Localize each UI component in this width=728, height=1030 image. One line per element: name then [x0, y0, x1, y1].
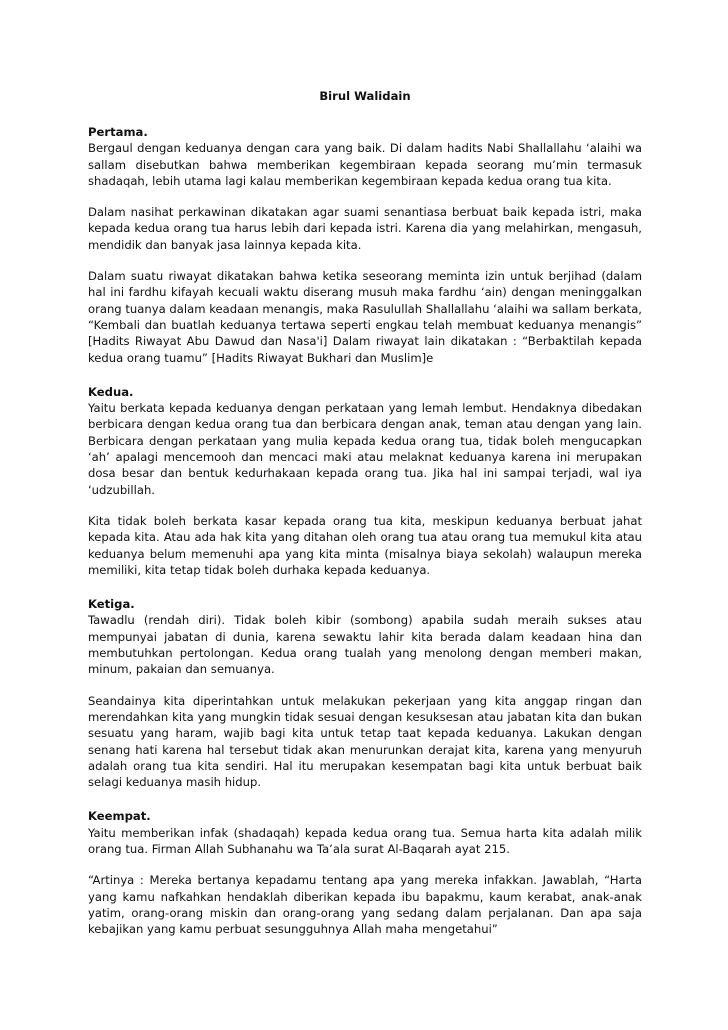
section-heading: Keempat.: [88, 809, 151, 824]
section-keempat: [88, 808, 642, 937]
section-kedua: [88, 384, 642, 578]
paragraph: Yaitu berkata kepada keduanya dengan perkataan yang lemah lembut. Hendaknya dibedakan berbicara dengan kedua orang tua dan berbicara dengan anak, teman atau dengan yang lain. Berbicara dengan perkataan yang mulia kepada kedua orang tua, tidak boleh mengucapkan ‘ah’ apalagi mencemooh dan mencaci maki atau melaknat keduanya karena ini merupakan dosa besar dan bentuk kedurhakaan kepada orang tua. Jika hal ini sampai terjadi, wal iya ‘udzubillah.: [88, 401, 642, 497]
paragraph: Kita tidak boleh berkata kasar kepada orang tua kita, meskipun keduanya berbuat jahat kepada kita. Atau ada hak kita yang ditahan oleh orang tua atau orang tua memukul kita atau keduanya belum memenuhi apa yang kita minta (misalnya biaya sekolah) walaupun mereka memiliki, kita tetap tidak boleh durhaka kepada keduanya.: [88, 513, 642, 577]
section-pertama: [88, 124, 642, 366]
section-heading: Pertama.: [88, 125, 148, 139]
section-ketiga: [88, 596, 642, 790]
document-title: Birul Walidain: [319, 89, 411, 103]
paragraph: Bergaul dengan keduanya dengan cara yang baik. Di dalam hadits Nabi Shallallahu ‘alaihi wa sallam disebutkan bahwa memberikan kegembiraan kepada seorang mu’min termasuk shadaqah, lebih utama lagi kalau memberikan kegembiraan kepada kedua orang tua kita.: [88, 141, 642, 188]
paragraph: Tawadlu (rendah diri). Tidak boleh kibir (sombong) apabila sudah meraih sukses atau mempunyai jabatan di dunia, karena sewaktu lahir kita berada dalam keadaan hina dan membutuhkan pertolongan. Kedua orang tualah yang menolong dengan memberi makan, minum, pakaian dan semuanya.: [88, 613, 642, 677]
paragraph: “Artinya : Mereka bertanya kepadamu tentang apa yang mereka infakkan. Jawablah, “Harta yang kamu nafkahkan hendaklah diberikan kepada ibu bapakmu, kaum kerabat, anak-anak yatim, orang-orang miskin dan orang-orang yang sedang dalam perjalanan. Dan apa saja kebajikan yang kamu perbuat sesungguhnya Allah maha mengetahui”: [88, 873, 642, 937]
section-heading: Kedua.: [88, 384, 134, 399]
section-heading: Ketiga.: [88, 597, 135, 612]
paragraph: Yaitu memberikan infak (shadaqah) kepada kedua orang tua. Semua harta kita adalah milik orang tua. Firman Allah Subhanahu wa Ta’ala surat Al-Baqarah ayat 215.: [88, 825, 642, 856]
paragraph: Dalam suatu riwayat dikatakan bahwa ketika seseorang meminta izin untuk berjihad (dalam hal ini fardhu kifayah kecuali waktu diserang musuh maka fardhu ‘ain) dengan meninggalkan orang tuanya dalam keadaan menangis, maka Rasulullah Shallallahu ‘alaihi wa sallam berkata, “Kembali dan buatlah keduanya tertawa seperti engkau telah membuat keduanya menangis” [Hadits Riwayat Abu Dawud dan Nasa'i] Dalam riwayat lain dikatakan : “Berbaktilah kepada kedua orang tuamu” [Hadits Riwayat Bukhari dan Muslim]e: [88, 269, 642, 365]
paragraph: Seandainya kita diperintahkan untuk melakukan pekerjaan yang kita anggap ringan dan merendahkan kita yang mungkin tidak sesuai dengan kesuksesan atau jabatan kita dan bukan sesuatu yang haram, wajib bagi kita untuk tetap taat kepada keduanya. Lakukan dengan senang hati karena hal tersebut tidak akan menurunkan derajat kita, karena yang menyuruh adalah orang tua kita sendiri. Hal itu merupakan kesempatan bagi kita untuk berbuat baik selagi keduanya masih hidup.: [88, 693, 642, 790]
paragraph: Dalam nasihat perkawinan dikatakan agar suami senantiasa berbuat baik kepada istri, maka kepada kedua orang tua harus lebih dari kepada istri. Karena dia yang melahirkan, mengasuh, mendidik dan banyak jasa lainnya kepada kita.: [88, 205, 642, 252]
